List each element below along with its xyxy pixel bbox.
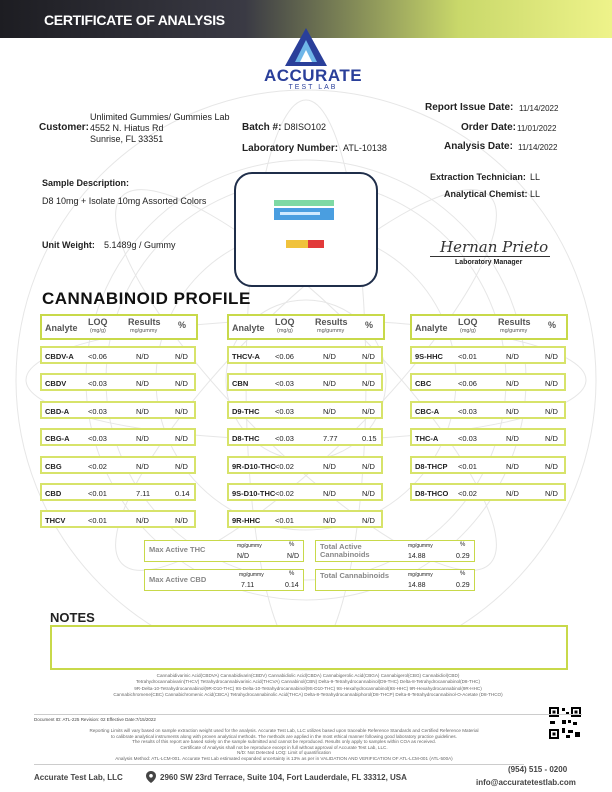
table-header-2 [227, 314, 385, 340]
analyte-percent: N/D [175, 379, 188, 389]
header-results: Results [128, 317, 161, 327]
disclaimer-line: Certificate of Analysis shall not be reproduce except in full without approval of Accurate Test Lab, LLC. [180, 744, 388, 750]
table-row [227, 510, 383, 528]
analyte-name: 9S-D10-THC [232, 489, 276, 498]
analyte-loq: <0.02 [275, 461, 294, 471]
sample-image-frame [234, 172, 378, 287]
header-loq-unit: (mg/g) [90, 328, 106, 334]
analyte-name: CBDV-A [45, 352, 74, 361]
table-row [227, 456, 383, 474]
table-row [227, 346, 383, 364]
analyte-name: THCV [45, 516, 66, 526]
analyte-loq: <0.03 [88, 406, 107, 416]
header-percent: % [178, 320, 187, 330]
total-active-pct-header: % [460, 542, 466, 548]
header-percent: % [365, 320, 374, 330]
notes-box [50, 625, 568, 670]
analyte-result: N/D [506, 461, 519, 471]
analyte-loq: <0.03 [458, 434, 477, 444]
footer-address: 2960 SW 23rd Terrace, Suite 104, Fort Lauderdale, FL 33312, USA [160, 773, 407, 782]
sample-description-label: Sample Description: [42, 178, 130, 188]
table-row [40, 346, 196, 364]
lab-number-label: Laboratory Number: [242, 143, 339, 154]
batch-value: D8ISO102 [284, 122, 327, 132]
header-analyte: Analyte [232, 323, 265, 333]
footer-divider [34, 714, 582, 715]
analyte-percent: N/D [362, 516, 375, 526]
customer-label: Customer: [39, 122, 90, 133]
analyte-loq: <0.06 [458, 379, 477, 389]
page-title: CERTIFICATE OF ANALYSIS [44, 12, 225, 28]
analyte-result: N/D [136, 461, 149, 471]
analyte-result: N/D [136, 406, 149, 416]
header-results-unit: mg/gummy [317, 328, 345, 334]
table-header-3 [410, 314, 568, 340]
analyte-percent: N/D [362, 461, 375, 471]
customer-address-line1: 4552 N. Hiatus Rd [90, 123, 164, 133]
laboratory-manager-label: Laboratory Manager [455, 259, 523, 266]
unit-weight-value: 5.1489g / Gummy [104, 240, 176, 250]
analysis-date-value: 11/14/2022 [518, 143, 558, 152]
header-results: Results [498, 317, 531, 327]
analyte-percent: N/D [362, 352, 375, 361]
order-date-value: 11/01/2022 [517, 124, 557, 133]
max-active-cbd-box [144, 569, 304, 591]
header-percent: % [548, 320, 557, 330]
header-results-unit: mg/gummy [500, 328, 528, 334]
analyte-result: N/D [323, 461, 336, 471]
analyte-loq: <0.01 [458, 352, 477, 361]
max-active-cbd-pct-header: % [289, 571, 295, 577]
disclaimer-line: Reporting Limits will vary based on sample extraction weight used for the analysis. Accurate Test Lab, LLC utilizes based upon traceable Reference Standards and Certified Reference Material [89, 728, 479, 733]
analyte-percent: N/D [545, 461, 558, 471]
max-active-thc-unit: mg/gummy [237, 543, 262, 549]
footer-email[interactable]: info@accuratetestlab.com [476, 778, 576, 787]
analyte-loq: <0.06 [88, 352, 107, 361]
analyte-name: CBG-A [45, 434, 70, 444]
glossary-line: 9R-Delta-10-Tetrahydrocannabinol(9R-D10-THC) 9S-Delta-10-Tetrahydrocannabinol(9S-D10-THC) 9S-Hexahydrocannabinol(9S-HHC) 9R-Hexahydrocannabinol(9R-HHC) [134, 685, 482, 691]
analyte-name: D9-THC [232, 406, 260, 416]
accurate-logo-icon [283, 26, 329, 68]
header-loq-unit: (mg/g) [460, 328, 476, 334]
total-cannabinoids-result: 14.88 [408, 582, 426, 589]
batch-label: Batch #: [242, 122, 282, 133]
max-active-cbd-pct: 0.14 [285, 582, 299, 589]
customer-name: Unlimited Gummies/ Gummies Lab [90, 112, 230, 122]
total-active-pct: 0.29 [456, 553, 470, 560]
logo-name: ACCURATE [263, 66, 363, 85]
max-active-thc-pct: N/D [287, 553, 300, 560]
analyte-result: N/D [506, 379, 519, 389]
analyte-percent: 0.14 [175, 489, 190, 498]
analyte-percent: N/D [175, 461, 188, 471]
table-row [40, 510, 196, 528]
table-row [410, 456, 566, 474]
analyte-result: N/D [506, 352, 519, 361]
table-row [40, 483, 196, 501]
analyte-name: CBN [232, 379, 249, 389]
total-active-cannabinoids-box [315, 540, 475, 562]
extraction-technician-label: Extraction Technician: [430, 172, 526, 182]
manager-signature: Hernan Prieto [440, 238, 549, 256]
analyte-name: D8-THCO [415, 489, 449, 498]
extraction-technician-value: LL [530, 172, 541, 182]
glossary-line: Cannabichromene(CBC) Cannabichromenic Acid(CBCA) Tetrahydrocannabinolic Acid(THCA) Delta-8-Tetrahydrocannabiphorol(D8-THCP) Delta-8-Tetrahydrocannabinol-O-Acetate (D8-THCO) [113, 691, 503, 697]
table-header-1 [40, 314, 198, 340]
disclaimer-line: N/D: Not Detected LOQ: Limit of quantification [237, 750, 331, 756]
analyte-result: N/D [506, 406, 519, 416]
notes-title: NOTES [50, 610, 95, 625]
total-cannabinoids-label: Total Cannabinoids [320, 571, 390, 580]
analytical-chemist-value: LL [530, 189, 541, 199]
analyte-percent: N/D [362, 379, 375, 389]
analytical-chemist-label: Analytical Chemist: [444, 189, 528, 199]
footer-company: Accurate Test Lab, LLC [34, 773, 123, 782]
header-analyte: Analyte [415, 323, 448, 333]
max-active-cbd-result: 7.11 [241, 582, 255, 589]
analyte-percent: N/D [545, 352, 558, 361]
analyte-name: CBD-A [45, 406, 70, 416]
analyte-percent: N/D [362, 406, 375, 416]
table-row [410, 346, 566, 364]
table-row [410, 483, 566, 501]
sample-description-value: D8 10mg + Isolate 10mg Assorted Colors [42, 196, 207, 206]
customer-address-line2: Sunrise, FL 33351 [90, 134, 164, 144]
analyte-percent: N/D [175, 352, 188, 361]
analyte-name: THCV-A [232, 352, 260, 361]
analyte-loq: <0.03 [88, 379, 107, 389]
glossary-line: Cannabidivarinic Acid(CBDVA) Cannabidivarin(CBDV) Cannabidiolic Acid(CBDA) Cannabigerolic Acid(CBGA) Cannabigerol(CBG) Cannabidiol(CBD) [156, 673, 460, 678]
analyte-percent: N/D [175, 406, 188, 416]
header-results-unit: mg/gummy [130, 328, 158, 334]
analyte-name: THC-A [415, 434, 439, 444]
total-cannabinoids-pct-header: % [460, 571, 466, 577]
table-row [227, 401, 383, 419]
analyte-name: 9R-HHC [232, 516, 261, 526]
logo-subtitle: TEST LAB [288, 84, 338, 91]
analyte-loq: <0.02 [275, 489, 294, 498]
total-cannabinoids-unit: mg/gummy [408, 572, 433, 578]
sample-photo-image [236, 174, 376, 285]
disclaimer-line: The results of this report are based solely on the sample submitted and cannot be reproduced. Results only apply to samples within COA as received. [132, 739, 436, 745]
total-cannabinoids-box [315, 569, 475, 591]
analyte-loq: <0.06 [275, 352, 294, 361]
disclaimer-line: Analysis Method: ATL-LCM-001. Accurate Test Lab estimated expanded uncertainty is 13% as per in VALIDATION AND VERIFICATION OF ATL-LCM-001 (ATL-500A) [115, 755, 453, 761]
analyte-loq: <0.03 [275, 434, 294, 444]
max-active-cbd-label: Max Active CBD [149, 575, 207, 584]
analyte-result: N/D [323, 352, 336, 361]
report-date-value: 11/14/2022 [519, 104, 559, 113]
analyte-loq: <0.03 [275, 379, 294, 389]
analyte-loq: <0.03 [458, 406, 477, 416]
analyte-name: 9R-D10-THC [232, 461, 276, 471]
report-date-label: Report Issue Date: [425, 102, 514, 113]
analyte-result: 7.11 [136, 489, 151, 498]
analyte-result: 7.77 [323, 434, 338, 444]
header-loq: LOQ [88, 317, 108, 327]
table-row [40, 428, 196, 446]
unit-weight-label: Unit Weight: [42, 240, 95, 250]
table-row [40, 401, 196, 419]
lab-number-value: ATL-10138 [343, 143, 387, 153]
analyte-name: CBG [45, 461, 62, 471]
header-results: Results [315, 317, 348, 327]
analyte-percent: N/D [175, 516, 188, 526]
order-date-label: Order Date: [461, 122, 517, 133]
header-analyte: Analyte [45, 323, 78, 333]
table-row [227, 483, 383, 501]
analysis-date-label: Analysis Date: [444, 141, 513, 152]
glossary-line: Tetrahydrocannabivarin(THCV) Tetrahydrocannabivarinic Acid(THCVA) Cannabinol(CBN) Delta-9-Tetrahydrocannabinol(D9-THC) Delta-8-Tetrahydrocannabinol(D8-THC) [136, 679, 480, 685]
table-row [227, 428, 383, 446]
analyte-percent: N/D [362, 489, 375, 498]
analyte-result: N/D [506, 434, 519, 444]
signature-line [430, 256, 550, 257]
max-active-thc-box [144, 540, 304, 562]
analyte-loq: <0.01 [458, 461, 477, 471]
table-row [410, 401, 566, 419]
analyte-percent: N/D [545, 434, 558, 444]
header-loq: LOQ [458, 317, 478, 327]
analyte-result: N/D [323, 379, 336, 389]
analyte-result: N/D [136, 352, 149, 361]
max-active-thc-result: N/D [237, 553, 250, 560]
analyte-name: D8-THCP [415, 461, 448, 471]
table-row [40, 373, 196, 391]
analyte-result: N/D [136, 434, 149, 444]
analyte-percent: N/D [175, 434, 188, 444]
glossary [34, 673, 582, 698]
disclaimer [34, 728, 534, 762]
analyte-percent: N/D [545, 406, 558, 416]
analyte-result: N/D [506, 489, 519, 498]
location-pin-icon [146, 771, 156, 783]
total-active-cannabinoids-label: Total Active Cannabinoids [320, 542, 370, 559]
document-meta: Document ID: ATL-225 Revision: 02 Effective Date:7/15/2022 [34, 717, 156, 722]
table-row [410, 428, 566, 446]
header-loq-unit: (mg/g) [277, 328, 293, 334]
qr-code-icon[interactable] [548, 706, 582, 740]
analyte-percent: N/D [545, 379, 558, 389]
analyte-loq: <0.03 [88, 434, 107, 444]
analyte-name: D8-THC [232, 434, 260, 444]
max-active-thc-pct-header: % [289, 542, 295, 548]
max-active-thc-label: Max Active THC [149, 545, 206, 554]
analyte-result: N/D [323, 516, 336, 526]
analyte-name: CBC-A [415, 406, 440, 416]
total-active-result: 14.88 [408, 553, 426, 560]
total-cannabinoids-pct: 0.29 [456, 582, 470, 589]
analyte-loq: <0.03 [275, 406, 294, 416]
table-row [227, 373, 383, 391]
analyte-name: CBDV [45, 379, 67, 389]
analyte-result: N/D [136, 516, 149, 526]
analyte-name: CBC [415, 379, 432, 389]
analyte-loq: <0.01 [88, 516, 107, 526]
analyte-result: N/D [323, 406, 336, 416]
analyte-result: N/D [323, 489, 336, 498]
analyte-loq: <0.01 [88, 489, 107, 498]
analyte-percent: 0.15 [362, 434, 377, 444]
analyte-name: CBD [45, 489, 62, 498]
analyte-loq: <0.02 [88, 461, 107, 471]
footer-phone[interactable]: (954) 515 - 0200 [508, 765, 568, 774]
footer-divider-bottom [34, 764, 524, 765]
cannabinoid-profile-title: CANNABINOID PROFILE [42, 289, 251, 308]
analyte-name: 9S-HHC [415, 352, 443, 361]
analyte-loq: <0.01 [275, 516, 294, 526]
header-loq: LOQ [275, 317, 295, 327]
table-row [410, 373, 566, 391]
table-row [40, 456, 196, 474]
disclaimer-line: to calibrate analytical instruments along with proven analytical methods. The methods are applied in the most ethical manner following good laboratory practice guidelines. [111, 733, 457, 739]
analyte-result: N/D [136, 379, 149, 389]
analyte-loq: <0.02 [458, 489, 477, 498]
analyte-percent: N/D [545, 489, 558, 498]
total-active-unit: mg/gummy [408, 543, 433, 549]
max-active-cbd-unit: mg/gummy [239, 572, 264, 578]
